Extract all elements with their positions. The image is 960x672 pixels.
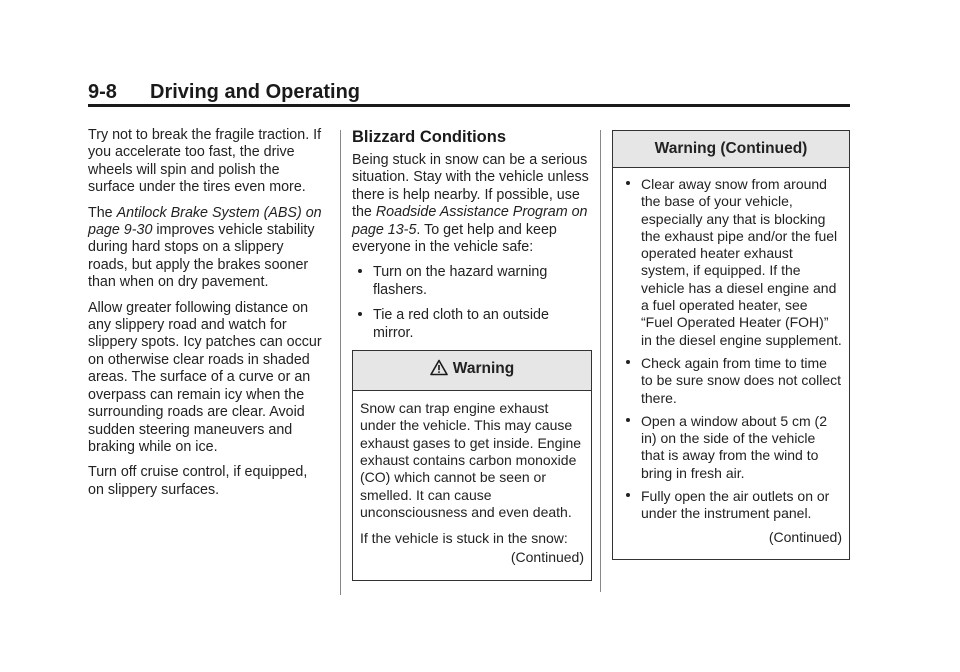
warning-continued-body	[613, 168, 849, 559]
list-item: Tie a red cloth to an outside mirror.	[352, 307, 592, 342]
blizzard-intro-post: . To get help and keep everyone in the vehicle safe:	[352, 221, 557, 256]
paragraph-following-distance: Allow greater following distance on any slippery road and watch for slippery spots. Icy patches can occur on otherwise clear roads in shaded areas. The surface of a curve or an overpass can remain icy when the surrounding roads are clear. Avoid sudden steering maneuvers and braking while on ice.	[88, 299, 322, 455]
column-divider-1	[340, 130, 341, 595]
header-rule	[88, 104, 850, 107]
warning-box-header	[353, 351, 591, 391]
blizzard-heading: Blizzard Conditions	[352, 128, 506, 146]
column-2	[352, 127, 592, 581]
warning-text: Snow can trap engine exhaust under the vehicle. This may cause exhaust gases to get inside. Engine exhaust contains carbon monoxide (CO) which cannot be seen or smelled. It can cause unconsciousness and even death.	[360, 400, 582, 520]
warning-stuck-text: If the vehicle is stuck in the snow:	[360, 530, 568, 547]
warning-continued-box	[612, 130, 850, 560]
page-header	[88, 80, 850, 104]
paragraph-cruise-control: Turn off cruise control, if equipped, on slippery surfaces.	[88, 464, 308, 498]
column-3	[612, 130, 850, 560]
blizzard-intro	[352, 152, 592, 256]
page-number: 9-8	[88, 81, 117, 103]
abs-text-pre: The	[88, 204, 117, 221]
warning-box	[352, 350, 592, 581]
list-item: Fully open the air outlets on or under the instrument panel.	[620, 488, 842, 523]
list-item: Open a window about 5 cm (2 in) on the side of the vehicle that is away from the wind to bring in fresh air.	[620, 413, 842, 482]
blizzard-bullet-list	[352, 264, 592, 342]
continued-label: (Continued)	[768, 528, 842, 545]
continued-label: (Continued)	[510, 549, 584, 566]
roadside-assistance-link[interactable]: Roadside Assistance Program on page 13-5	[352, 204, 588, 238]
abs-reference-link[interactable]: Antilock Brake System (ABS) on page 9-30	[88, 204, 322, 239]
warning-bullet-list	[620, 176, 842, 523]
warning-continued-header: Warning (Continued)	[613, 131, 849, 168]
warning-box-body	[353, 391, 591, 580]
warning-title: Warning	[452, 360, 515, 378]
warning-triangle-icon	[430, 359, 448, 382]
paragraph-abs	[88, 205, 326, 292]
column-1	[88, 127, 326, 507]
section-title: Driving and Operating	[150, 81, 361, 103]
blizzard-intro-pre: Being stuck in snow can be a serious situation. Stay with the vehicle unless there is help nearby. If possible, use the	[352, 152, 589, 221]
list-item: Turn on the hazard warning flashers.	[352, 264, 592, 299]
list-item: Check again from time to time to be sure snow does not collect there.	[620, 355, 842, 407]
paragraph-traction: Try not to break the fragile traction. If you accelerate too fast, the drive wheels will spin and polish the surface under the tires even more.	[88, 127, 322, 196]
column-divider-2	[600, 130, 601, 592]
abs-text-post: improves vehicle stability during hard stops on a slippery roads, but apply the brakes sooner than when on dry pavement.	[88, 222, 315, 291]
list-item: Clear away snow from around the base of your vehicle, especially any that is blocking the exhaust pipe and/or the fuel operated heater exhaust system, if equipped. If the vehicle has a diesel engine and a fuel operated heater, see “Fuel Operated Heater (FOH)” in the diesel engine supplement.	[620, 176, 842, 349]
